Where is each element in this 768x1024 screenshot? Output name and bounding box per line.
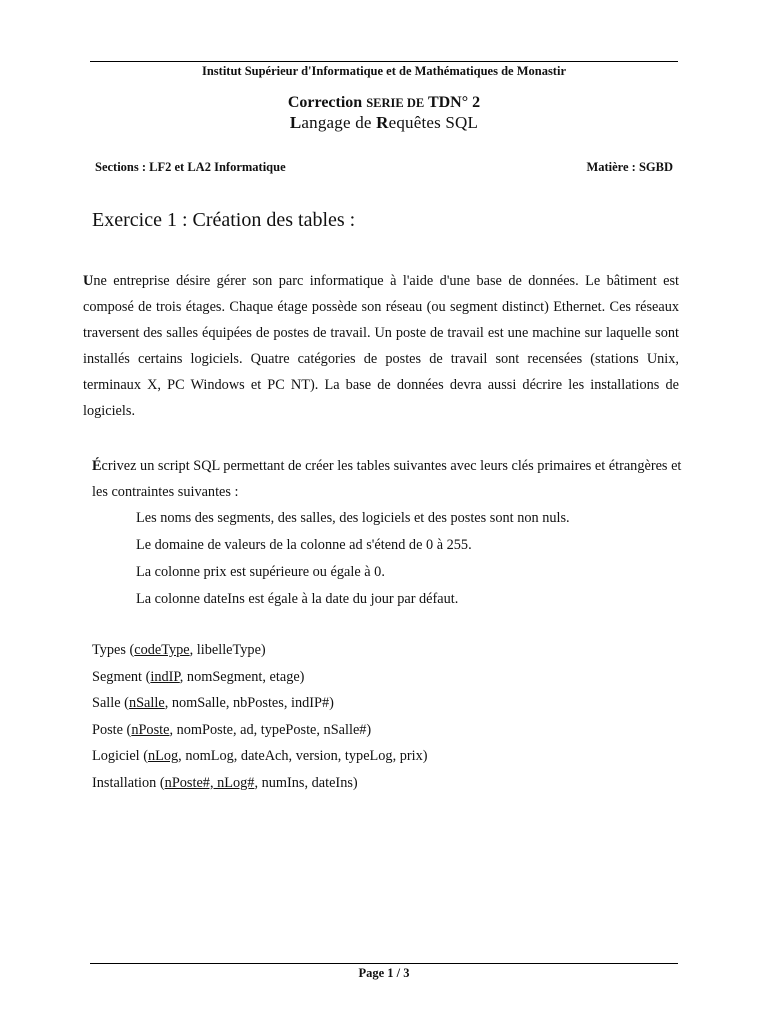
primary-key: nSalle — [128, 695, 165, 711]
constraints-list — [136, 505, 696, 613]
title-correction: Correction — [287, 94, 363, 111]
subtitle-initial-l: L — [289, 113, 302, 132]
intro-initial: U — [83, 273, 94, 289]
constraint-item: La colonne prix est supérieure ou égale à 0. — [136, 564, 385, 580]
exercise-title: Exercice 1 : Création des tables : — [92, 209, 356, 231]
schema-poste: Poste (nPoste, nomPoste, ad, typePoste, nSalle#) — [92, 721, 372, 738]
footer-rule — [90, 963, 678, 964]
constraint-item: La colonne dateIns est égale à la date du jour par défaut. — [136, 591, 459, 607]
subtitle-part-1: angage de — [301, 113, 372, 132]
sections-label: Sections : LF2 et LA2 Informatique — [95, 160, 286, 174]
document-subtitle — [0, 113, 768, 133]
primary-key: codeType — [134, 642, 190, 658]
schema-salle: Salle (nSalle, nomSalle, nbPostes, indIP#) — [92, 695, 334, 711]
title-serie-de: SERIE DE — [366, 96, 425, 110]
constraint-item: Le domaine de valeurs de la colonne ad s'étend de 0 à 255. — [136, 537, 472, 553]
header-rule — [90, 61, 678, 62]
primary-key: nPoste — [131, 721, 170, 738]
subtitle-part-2: equêtes SQL — [388, 113, 479, 132]
intro-paragraph — [83, 268, 679, 424]
schema-logiciel: Logiciel (nLog, nomLog, dateAch, version, typeLog, prix) — [92, 748, 428, 764]
primary-key: nLog — [147, 748, 179, 764]
task-text: crivez un script SQL permettant de créer les tables suivantes avec leurs clés primaires et étrangères et les contraintes suivantes : — [92, 458, 682, 500]
schema-segment: Segment (indIP, nomSegment, etage) — [92, 668, 305, 685]
constraint-item: Les noms des segments, des salles, des logiciels et des postes sont non nuls. — [136, 510, 570, 526]
task-paragraph — [92, 453, 682, 505]
task-initial: É — [92, 458, 102, 474]
title-td: TD — [427, 94, 451, 111]
schema-installation: Installation (nPoste#, nLog#, numIns, dateIns) — [92, 774, 358, 791]
primary-key: nPoste#, nLog# — [164, 774, 255, 791]
schema-list — [92, 637, 692, 796]
document-title — [0, 94, 768, 112]
schema-types: Types (codeType, libelleType) — [92, 642, 266, 658]
matiere-label: Matière : SGBD — [586, 160, 673, 174]
institute-name: Institut Supérieur d'Informatique et de Mathématiques de Monastir — [201, 64, 566, 78]
title-number: N° 2 — [450, 94, 481, 111]
page-number: Page 1 / 3 — [358, 966, 410, 980]
intro-text: ne entreprise désire gérer son parc informatique à l'aide d'une base de données. Le bâtiment est composé de trois étages. Chaque étage possède son réseau (ou segment distinct) Ethernet. Ces réseaux traversent des salles équipées de postes de travail. Un poste de travail est une machine sur laquelle sont installés certains logiciels. Quatre catégories de postes de travail sont recensées (stations Unix, terminaux X, PC Windows et PC NT). La base de données devra aussi décrire les installations de logiciels. — [83, 273, 679, 419]
primary-key: indIP — [150, 668, 180, 685]
subtitle-initial-r: R — [376, 113, 389, 132]
